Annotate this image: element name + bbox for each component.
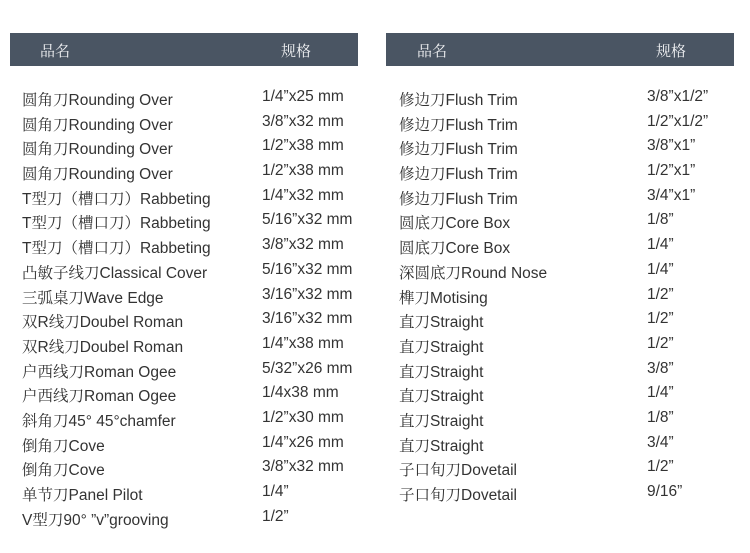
table-row [386,137,734,162]
table-row [386,409,734,434]
product-name-cell: 户西线刀Roman Ogee [22,363,177,381]
product-name-cell: 单节刀Panel Pilot [22,487,143,504]
product-name-cell: 直刀Straight [399,314,484,332]
product-name-cell: 榫刀Motising [399,289,488,307]
table-row [386,236,734,261]
spec-cell: 9/16” [647,483,683,500]
product-name-cell: 圆角刀Rounding Over [22,116,173,134]
table-row [386,434,734,459]
table-row [10,483,358,508]
product-name-cell: 直刀Straight [399,338,484,356]
spec-cell: 1/8” [647,408,674,426]
spec-cell: 5/32”x26 mm [262,359,353,377]
product-name-cell: T型刀（槽口刀）Rabbeting [22,240,211,258]
spec-cell: 3/8”x1” [647,137,696,155]
table-row [10,137,358,162]
product-name-cell: 圆角刀Rounding Over [22,92,173,109]
left-spec-table [10,33,358,529]
spec-cell: 1/4” [647,260,674,278]
table-row [10,236,358,261]
spec-column-header: 规格 [281,43,312,60]
left-table-header [10,33,358,66]
table-row [386,458,734,483]
product-name-cell: 直刀Straight [399,388,484,406]
right-spec-table [386,33,734,504]
table-row [386,211,734,236]
product-name-cell: 户西线刀Roman Ogee [22,388,177,406]
product-name-cell: 三弧桌刀Wave Edge [22,289,164,307]
right-table-header [386,33,734,66]
spec-cell: 1/4”x38 mm [262,334,344,352]
product-name-cell: 直刀Straight [399,412,484,430]
spec-cell: 1/4” [647,236,674,254]
spec-cell: 1/4”x32 mm [262,186,344,204]
table-row [386,483,734,508]
spec-cell: 1/2” [262,507,289,525]
table-row [386,187,734,212]
table-row [10,187,358,212]
table-row [10,286,358,311]
table-row [10,409,358,434]
spec-cell: 1/2” [647,310,674,328]
product-name-cell: 修边刀Flush Trim [399,141,518,159]
table-row [10,211,358,236]
product-name-cell: 直刀Straight [399,437,484,455]
product-name-cell: T型刀（槽口刀）Rabbeting [22,215,211,233]
product-name-cell: 双R线刀Doubel Roman [22,314,184,332]
spec-cell: 1/2”x38 mm [262,137,344,155]
product-name-cell: 子口旬刀Dovetail [399,462,517,480]
product-name-cell: V型刀90° ”v”grooving [22,511,169,529]
spec-cell: 3/8”x32 mm [262,236,344,254]
table-row [10,508,358,533]
spec-cell: 1/8” [647,211,674,229]
table-row [386,286,734,311]
spec-cell: 5/16”x32 mm [262,211,353,229]
spec-cell: 3/8”x1/2” [647,88,709,105]
spec-cell: 1/2”x1” [647,162,696,180]
product-name-cell: 双R线刀Doubel Roman [22,338,184,356]
product-name-cell: 倒角刀Cove [22,462,105,480]
table-row [10,335,358,360]
product-name-cell: 修边刀Flush Trim [399,116,518,134]
spec-cell: 1/4” [647,384,674,402]
table-row [10,113,358,138]
spec-cell: 1/2” [647,285,674,303]
spec-cell: 1/4”x26 mm [262,433,344,451]
spec-cell: 1/2” [647,458,674,476]
product-name-cell: 子口旬刀Dovetail [399,487,517,504]
table-row [10,162,358,187]
product-name-cell: 深圆底刀Round Nose [399,264,548,282]
product-name-cell: 圆底刀Core Box [399,240,511,258]
product-name-cell: 圆底刀Core Box [399,215,511,233]
spec-cell: 1/4”x25 mm [262,88,344,105]
table-row [386,162,734,187]
table-row [386,310,734,335]
table-row [10,384,358,409]
product-name-cell: 修边刀Flush Trim [399,190,518,208]
spec-cell: 3/8”x32 mm [262,112,344,130]
spec-cell: 3/16”x32 mm [262,310,353,328]
spec-cell: 5/16”x32 mm [262,260,353,278]
table-row [10,310,358,335]
table-row [10,360,358,385]
product-name-cell: T型刀（槽口刀）Rabbeting [22,190,211,208]
left-table-body [10,88,358,532]
product-name-cell: 直刀Straight [399,363,484,381]
product-name-cell: 斜角刀45° 45°chamfer [22,412,176,430]
spec-cell: 1/2”x30 mm [262,408,344,426]
spec-cell: 1/2”x1/2” [647,112,709,130]
spec-cell: 3/16”x32 mm [262,285,353,303]
product-name-cell: 圆角刀Rounding Over [22,141,173,159]
spec-cell: 3/4”x1” [647,186,696,204]
product-name-cell: 凸敏子线刀Classical Cover [22,264,208,282]
spec-cell: 3/4” [647,433,674,451]
spec-cell: 1/4” [262,483,289,500]
product-name-cell: 修边刀Flush Trim [399,166,518,184]
product-name-cell: 修边刀Flush Trim [399,92,518,109]
table-row [386,360,734,385]
name-column-header: 品名 [417,43,448,60]
spec-cell: 1/4x38 mm [262,384,339,402]
table-row [10,458,358,483]
spec-cell: 3/8”x32 mm [262,458,344,476]
spec-cell: 1/2”x38 mm [262,162,344,180]
right-table-body [386,88,734,508]
product-name-cell: 圆角刀Rounding Over [22,166,173,184]
spec-column-header: 规格 [656,43,687,60]
spec-cell: 3/8” [647,359,674,377]
table-row [386,384,734,409]
table-row [10,261,358,286]
product-name-cell: 倒角刀Cove [22,437,105,455]
table-row [386,261,734,286]
table-row [10,88,358,113]
spec-cell: 1/2” [647,334,674,352]
table-row [386,88,734,113]
table-row [10,434,358,459]
table-row [386,335,734,360]
name-column-header: 品名 [40,43,71,60]
table-row [386,113,734,138]
